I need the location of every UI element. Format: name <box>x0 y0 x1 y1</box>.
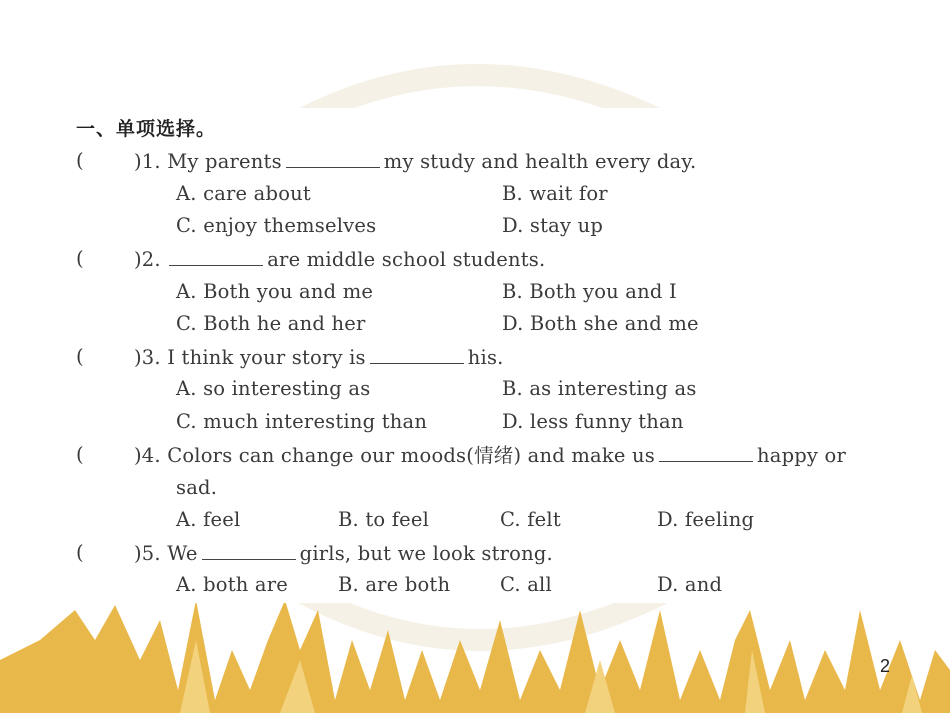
option-a: A. both are <box>176 573 288 596</box>
question-text-pre: My parents <box>167 150 282 173</box>
question-text-post: my study and health every day. <box>383 150 697 173</box>
option-a: A. so interesting as <box>176 377 371 400</box>
option-b: B. to feel <box>338 508 430 531</box>
option-c: C. enjoy themselves <box>176 214 377 237</box>
option-b: B. as interesting as <box>502 377 697 400</box>
answer-blank <box>370 345 464 364</box>
question-3 <box>134 345 504 370</box>
question-number: )3. <box>134 346 161 369</box>
option-a: A. care about <box>176 182 311 205</box>
mountain-silhouette <box>0 600 950 713</box>
question-text-pre: We <box>167 542 198 565</box>
answer-blank <box>659 443 753 462</box>
option-c: C. Both he and her <box>176 312 366 335</box>
section-title: 一、单项选择。 <box>76 118 217 140</box>
question-4 <box>134 443 846 468</box>
answer-paren: ( <box>76 443 84 466</box>
page-number: 2 <box>880 656 891 676</box>
question-text-post: happy or <box>756 444 847 467</box>
option-b: B. Both you and I <box>502 280 677 303</box>
question-text-pre: I think your story is <box>167 346 366 369</box>
answer-paren: ( <box>76 541 84 564</box>
answer-blank <box>202 541 296 560</box>
answer-blank <box>169 247 263 266</box>
option-d: D. Both she and me <box>502 312 699 335</box>
option-c: C. felt <box>500 508 561 531</box>
question-number: )5. <box>134 542 161 565</box>
option-a: A. feel <box>176 508 241 531</box>
question-text-continued: sad. <box>176 476 218 499</box>
question-2 <box>134 247 545 272</box>
answer-blank <box>286 149 380 168</box>
question-number: )2. <box>134 248 161 271</box>
answer-paren: ( <box>76 149 84 172</box>
question-5 <box>134 541 553 566</box>
option-d: D. feeling <box>657 508 755 531</box>
option-b: B. wait for <box>502 182 608 205</box>
question-number: )4. <box>134 444 161 467</box>
option-d: D. stay up <box>502 214 604 237</box>
question-text-pre: Colors can change our moods(情绪) and make us <box>167 444 655 467</box>
answer-paren: ( <box>76 247 84 270</box>
question-1 <box>134 149 696 174</box>
option-d: D. and <box>657 573 723 596</box>
question-number: )1. <box>134 150 161 173</box>
option-c: C. much interesting than <box>176 410 428 433</box>
option-b: B. are both <box>338 573 451 596</box>
question-text-post: are middle school students. <box>267 248 546 271</box>
answer-paren: ( <box>76 345 84 368</box>
question-text-post: his. <box>467 346 504 369</box>
question-text-post: girls, but we look strong. <box>299 542 553 565</box>
option-d: D. less funny than <box>502 410 684 433</box>
option-a: A. Both you and me <box>176 280 374 303</box>
option-c: C. all <box>500 573 552 596</box>
